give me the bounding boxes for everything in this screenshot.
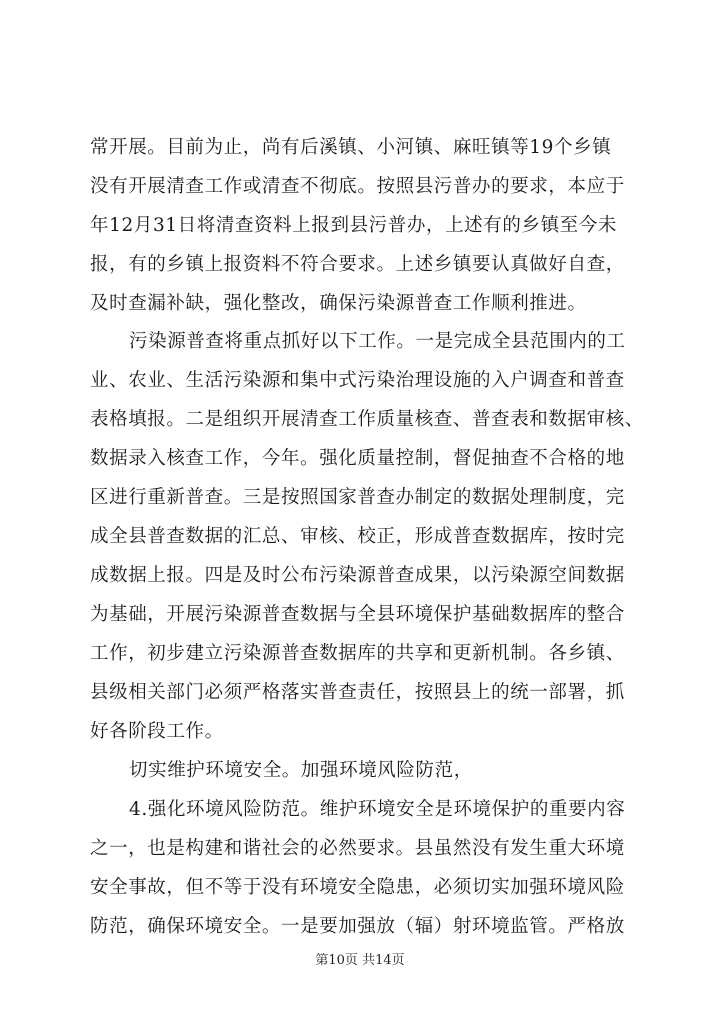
paragraph-first-line: 4.强化环境风险防范。维护环境安全是环境保护的重要内容 (129, 799, 626, 820)
text-line: 区进行重新普查。三是按照国家普查办制定的数据处理制度，完 (90, 487, 625, 508)
text-line: 成数据上报。四是及时公布污染源普查成果，以污染源空间数据 (90, 565, 625, 586)
text-line: 县级相关部门必须严格落实普查责任，按照县上的统一部署，抓 (90, 682, 625, 703)
text-line: 工作，初步建立污染源普查数据库的共享和更新机制。各乡镇、 (90, 643, 625, 664)
text-line: 成全县普查数据的汇总、审核、校正，形成普查数据库，按时完 (90, 526, 625, 547)
text-line: 及时查漏补缺，强化整改，确保污染源普查工作顺利推进。 (90, 293, 587, 314)
paragraph-first-line: 污染源普查将重点抓好以下工作。一是完成全县范围内的工 (129, 331, 626, 352)
text-line: 常开展。目前为止，尚有后溪镇、小河镇、麻旺镇等19个乡镇 (90, 137, 612, 158)
text-line: 数据录入核查工作，今年。强化质量控制，督促抽查不合格的地 (90, 448, 625, 469)
text-line: 表格填报。二是组织开展清查工作质量核查、普查表和数据审核、 (90, 409, 644, 430)
text-line: 好各阶段工作。 (90, 721, 224, 742)
text-line: 防范，确保环境安全。一是要加强放（辐）射环境监管。严格放 (90, 916, 625, 937)
text-line: 年12月31日将清查资料上报到县污普办，上述有的乡镇至今未 (90, 215, 617, 236)
text-line: 报，有的乡镇上报资料不符合要求。上述乡镇要认真做好自查， (90, 254, 625, 275)
text-line: 安全事故，但不等于没有环境安全隐患，必须切实加强环境风险 (90, 877, 625, 898)
text-line: 没有开展清查工作或清查不彻底。按照县污普办的要求，本应于 (90, 176, 625, 197)
text-line: 业、农业、生活污染源和集中式污染治理设施的入户调查和普查 (90, 370, 625, 391)
section-heading: 切实维护环境安全。加强环境风险防范， (129, 760, 473, 781)
text-line: 之一，也是构建和谐社会的必然要求。县虽然没有发生重大环境 (90, 838, 625, 859)
text-line: 为基础，开展污染源普查数据与全县环境保护基础数据库的整合 (90, 604, 625, 625)
page-number-footer: 第10页 共14页 (315, 953, 405, 968)
